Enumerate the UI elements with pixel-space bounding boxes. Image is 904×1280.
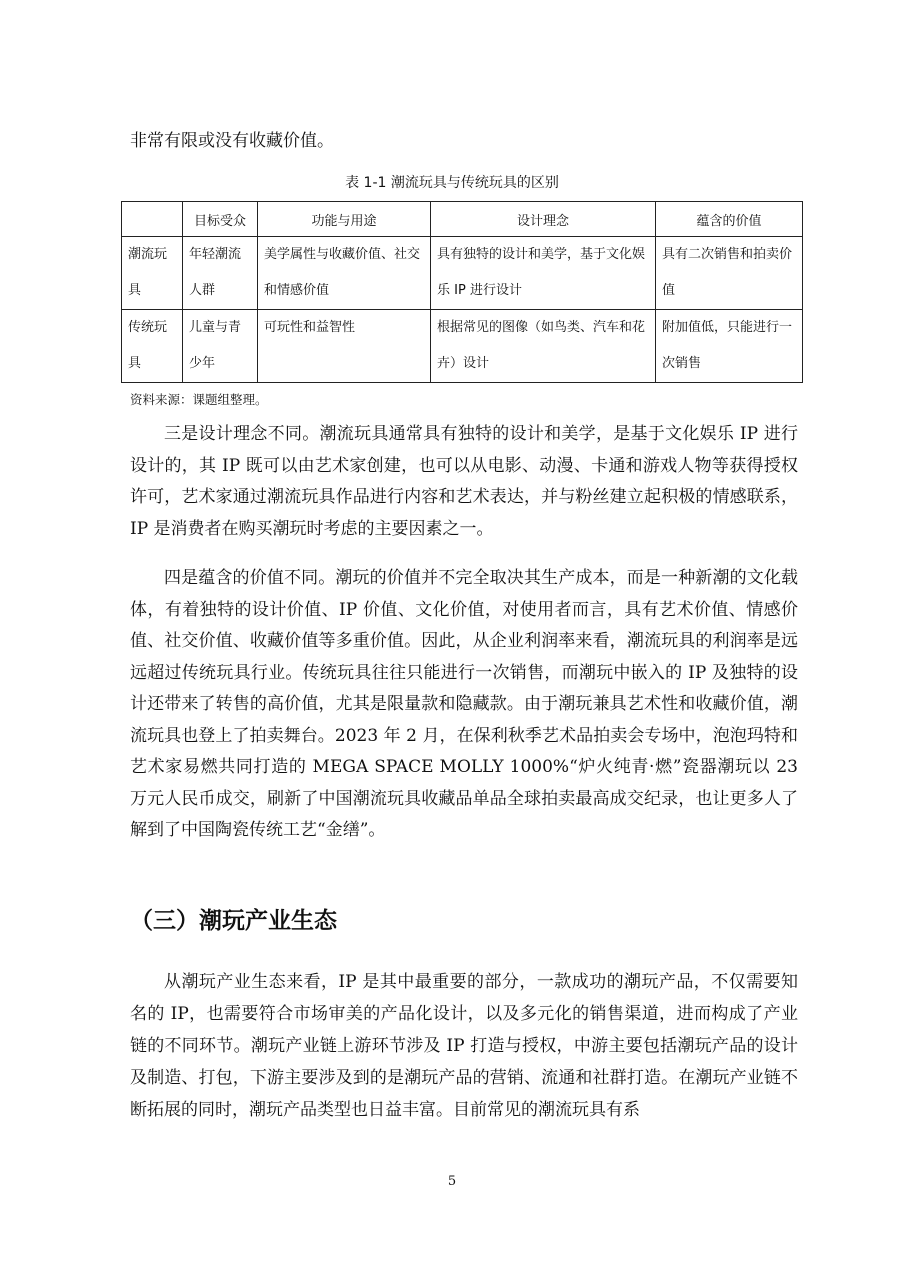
paragraph-industry-ecology: 从潮玩产业生态来看，IP 是其中最重要的部分，一款成功的潮玩产品，不仅需要知名的 IP，也需要符合市场审美的产品化设计，以及多元化的销售渠道，进而构成了产业链的不同环节。潮玩产业链上游环节涉及 IP 打造与授权，中游主要包括潮玩产品的设计及制造、打包，下游主要涉及到的是潮玩产品的营销、流通和社群打造。在潮玩产业链不断拓展的同时，潮玩产品类型也日益丰富。目前常见的潮流玩具有系 [130, 972, 798, 1120]
table-cell: 附加值低，只能进行一次销售 [656, 310, 803, 383]
header-cell: 蕴含的价值 [656, 202, 803, 237]
section-title: （三）潮玩产业生态 [130, 908, 337, 934]
table-cell: 可玩性和益智性 [258, 310, 431, 383]
table-cell: 美学属性与收藏价值、社交和情感价值 [258, 237, 431, 310]
table-row [122, 237, 803, 310]
header-cell: 设计理念 [431, 202, 656, 237]
table-cell: 具有二次销售和拍卖价值 [656, 237, 803, 310]
table-cell: 儿童与青少年 [183, 310, 258, 383]
table-cell: 传统玩具 [122, 310, 183, 383]
header-cell: 功能与用途 [258, 202, 431, 237]
table-caption: 表 1-1 潮流玩具与传统玩具的区别 [345, 175, 559, 191]
paragraph-value: 四是蕴含的价值不同。潮玩的价值并不完全取决其生产成本，而是一种新潮的文化载体，有着独特的设计价值、IP 价值、文化价值，对使用者而言，具有艺术价值、情感价值、社交价值、收藏价值等多重价值。因此，从企业利润率来看，潮流玩具的利润率是远远超过传统玩具行业。传统玩具往往只能进行一次销售，而潮玩中嵌入的 IP 及独特的设计还带来了转售的高价值，尤其是限量款和隐藏款。由于潮玩兼具艺术性和收藏价值，潮流玩具也登上了拍卖舞台。2023 年 2 月，在保利秋季艺术品拍卖会专场中，泡泡玛特和艺术家易燃共同打造的 MEGA SPACE MOLLY 1000%“炉火纯青·燃”瓷器潮玩以 23 万元人民币成交，刷新了中国潮流玩具收藏品单品全球拍卖最高成交纪录，也让更多人了解到了中国陶瓷传统工艺“金缮”。 [130, 568, 798, 840]
table-cell: 年轻潮流人群 [183, 237, 258, 310]
comparison-table [121, 201, 803, 383]
table-cell: 潮流玩具 [122, 237, 183, 310]
table-cell: 根据常见的图像（如鸟类、汽车和花卉）设计 [431, 310, 656, 383]
table-source: 资料来源：课题组整理。 [130, 392, 268, 407]
lead-text: 非常有限或没有收藏价值。 [130, 131, 334, 151]
table-header-row [122, 202, 803, 237]
page-number: 5 [447, 1174, 457, 1189]
header-cell: 目标受众 [183, 202, 258, 237]
header-cell [122, 202, 183, 237]
paragraph-design-concept: 三是设计理念不同。潮流玩具通常具有独特的设计和美学，是基于文化娱乐 IP 进行设计的，其 IP 既可以由艺术家创建，也可以从电影、动漫、卡通和游戏人物等获得授权许可，艺术家通过潮流玩具作品进行内容和艺术表达，并与粉丝建立起积极的情感联系，IP 是消费者在购买潮玩时考虑的主要因素之一。 [130, 424, 798, 539]
table-row [122, 310, 803, 383]
table-cell: 具有独特的设计和美学，基于文化娱乐 IP 进行设计 [431, 237, 656, 310]
